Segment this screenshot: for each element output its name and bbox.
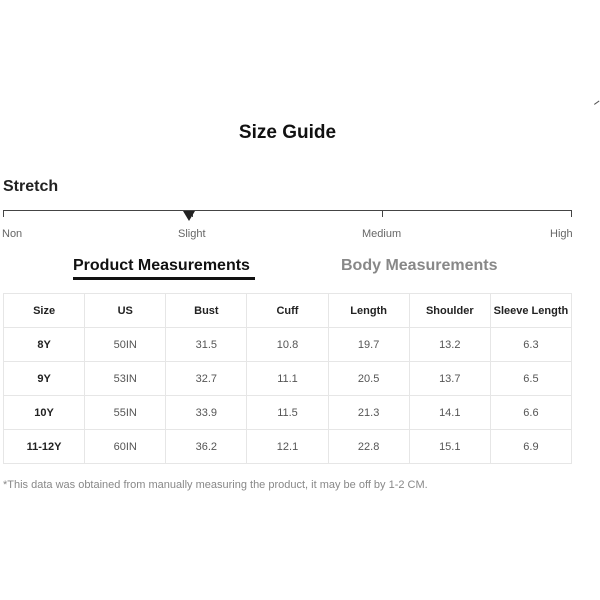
column-header-us: US — [85, 294, 166, 328]
column-header-sleeve-length: Sleeve Length — [490, 294, 571, 328]
length-cell: 21.3 — [328, 396, 409, 430]
size-cell: 8Y — [4, 328, 85, 362]
us-cell: 60IN — [85, 430, 166, 464]
shoulder-cell: 15.1 — [409, 430, 490, 464]
us-cell: 55IN — [85, 396, 166, 430]
measurement-disclaimer: *This data was obtained from manually measuring the product, it may be off by 1-2 CM. — [3, 479, 428, 491]
stretch-scale — [3, 210, 572, 211]
stretch-level-high: High — [550, 228, 573, 240]
stretch-level-slight: Slight — [178, 228, 206, 240]
cuff-cell: 11.1 — [247, 362, 328, 396]
table-header-row — [4, 294, 572, 328]
us-cell: 50IN — [85, 328, 166, 362]
shoulder-cell: 14.1 — [409, 396, 490, 430]
stretch-level-non: Non — [2, 228, 23, 240]
size-cell: 9Y — [4, 362, 85, 396]
size-cell: 11-12Y — [4, 430, 85, 464]
stretch-tick-non — [3, 211, 4, 217]
length-cell: 22.8 — [328, 430, 409, 464]
measurement-table — [3, 293, 572, 464]
corner-mark — [594, 101, 600, 110]
bust-cell: 32.7 — [166, 362, 247, 396]
cuff-cell: 11.5 — [247, 396, 328, 430]
active-tab-underline — [73, 277, 255, 280]
table-row — [4, 362, 572, 396]
column-header-length: Length — [328, 294, 409, 328]
table-row — [4, 430, 572, 464]
sleeve-length-cell: 6.9 — [490, 430, 571, 464]
sleeve-length-cell: 6.5 — [490, 362, 571, 396]
page-title: Size Guide — [238, 122, 337, 143]
stretch-label: Stretch — [3, 178, 59, 195]
column-header-shoulder: Shoulder — [409, 294, 490, 328]
bust-cell: 31.5 — [166, 328, 247, 362]
shoulder-cell: 13.7 — [409, 362, 490, 396]
shoulder-cell: 13.2 — [409, 328, 490, 362]
cuff-cell: 10.8 — [247, 328, 328, 362]
bust-cell: 36.2 — [166, 430, 247, 464]
stretch-level-medium: Medium — [362, 228, 402, 240]
length-cell: 19.7 — [328, 328, 409, 362]
size-cell: 10Y — [4, 396, 85, 430]
table-row — [4, 328, 572, 362]
tab-body-measurements[interactable]: Body Measurements — [341, 257, 498, 274]
column-header-size: Size — [4, 294, 85, 328]
stretch-tick-medium — [382, 211, 383, 217]
length-cell: 20.5 — [328, 362, 409, 396]
bust-cell: 33.9 — [166, 396, 247, 430]
stretch-tick-high — [571, 211, 572, 217]
cuff-cell: 12.1 — [247, 430, 328, 464]
table-row — [4, 396, 572, 430]
column-header-cuff: Cuff — [247, 294, 328, 328]
sleeve-length-cell: 6.6 — [490, 396, 571, 430]
sleeve-length-cell: 6.3 — [490, 328, 571, 362]
us-cell: 53IN — [85, 362, 166, 396]
tab-product-measurements[interactable]: Product Measurements — [73, 257, 250, 274]
stretch-pointer-icon — [183, 211, 195, 221]
column-header-bust: Bust — [166, 294, 247, 328]
